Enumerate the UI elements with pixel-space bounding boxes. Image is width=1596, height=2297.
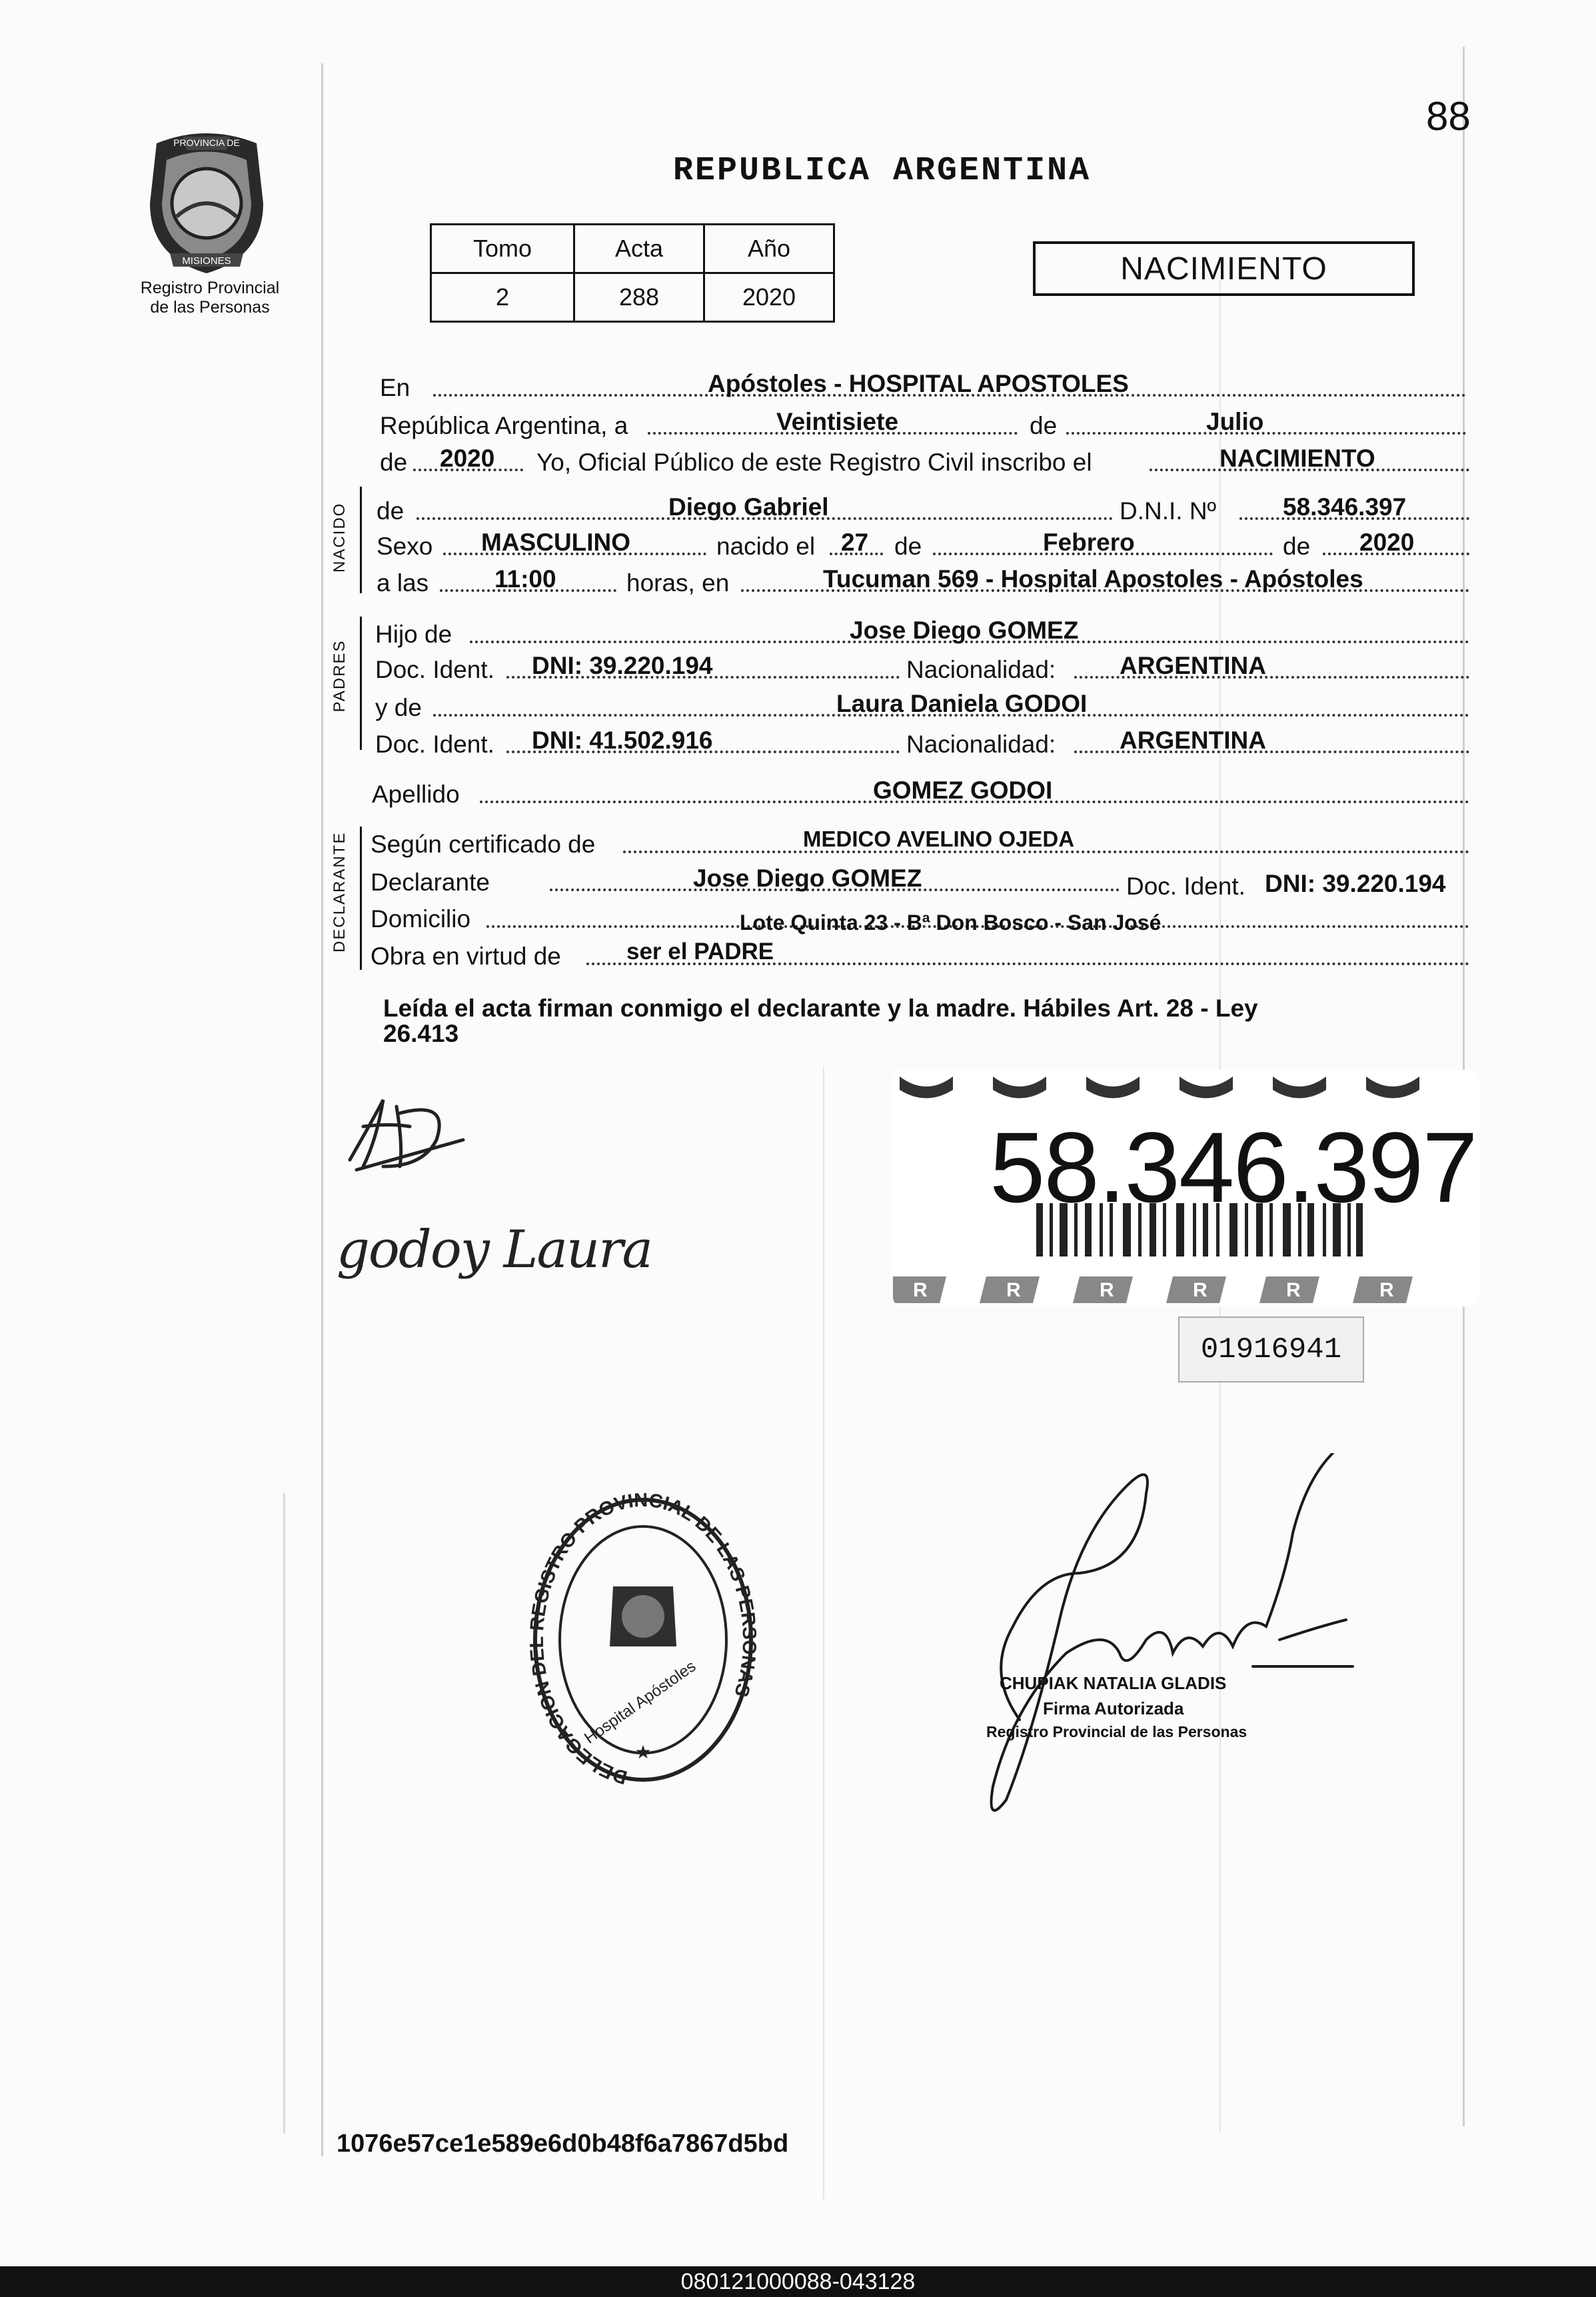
row-anio [0, 445, 1596, 479]
label-domicilio: Domicilio [371, 905, 471, 933]
value-padre: Jose Diego GOMEZ [850, 617, 1079, 644]
value-nac-dia: 27 [841, 529, 869, 556]
value-dia: Veintisiete [776, 408, 899, 435]
row-madre-doc [0, 727, 1596, 761]
value-domicilio: Lote Quinta 23 - Bª Don Bosco - San José [740, 911, 1162, 935]
value-madre-doc: DNI: 41.502.916 [532, 727, 713, 754]
svg-text:R: R [1286, 1279, 1301, 1301]
svg-text:R: R [1379, 1279, 1394, 1301]
value-padre-doc: DNI: 39.220.194 [532, 652, 713, 679]
row-apellido [0, 777, 1596, 811]
svg-text:MISIONES: MISIONES [182, 255, 231, 267]
official-role: Firma Autorizada [1043, 1698, 1184, 1718]
label-republica: República Argentina, a [380, 412, 628, 439]
label-apellido: Apellido [372, 781, 460, 808]
row-republica [0, 408, 1596, 443]
mother-signature: godoy Laura [337, 1220, 652, 1280]
header-tomo: Tomo [431, 225, 574, 273]
value-apellido: GOMEZ GODOI [873, 777, 1053, 804]
svg-text:R: R [1193, 1279, 1207, 1301]
misiones-seal-logo [130, 123, 283, 277]
label-segun-certificado: Según certificado de [371, 831, 596, 858]
svg-text:Hospital Apóstoles: Hospital Apóstoles [581, 1657, 700, 1748]
closing-line2: 26.413 [383, 1020, 459, 1047]
label-declarante: Declarante [371, 869, 490, 896]
label-doc-ident-padre: Doc. Ident. [375, 656, 494, 683]
value-madre-nacionalidad: ARGENTINA [1120, 727, 1266, 754]
label-nacionalidad-madre: Nacionalidad: [906, 731, 1056, 758]
tomo-acta-anio-table [430, 223, 835, 323]
row-declarante [0, 865, 1596, 899]
value-dni: 58.346.397 [1283, 493, 1407, 521]
row-nombre [0, 493, 1596, 528]
left-margin-line-2 [283, 1493, 285, 2133]
row-sexo [0, 529, 1596, 563]
value-acta: 288 [574, 273, 704, 322]
label-nacionalidad-padre: Nacionalidad: [906, 656, 1056, 683]
serial-number: 01916941 [1178, 1316, 1364, 1382]
label-sexo: Sexo [377, 533, 433, 560]
value-nac-mes: Febrero [1043, 529, 1135, 556]
label-a-las: a las [377, 569, 429, 597]
row-obra [0, 939, 1596, 973]
label-hijo-de: Hijo de [375, 621, 452, 648]
logo-caption-line1: Registro Provincial [140, 279, 280, 297]
record-type-box: NACIMIENTO [1033, 241, 1415, 296]
value-nac-anio: 2020 [1359, 529, 1415, 556]
label-de-nombre: de [377, 497, 404, 525]
section-label-declarante: DECLARANTE [331, 831, 349, 953]
official-name: CHUPIAK NATALIA GLADIS [1000, 1673, 1227, 1693]
row-en [0, 370, 1596, 405]
header-acta: Acta [574, 225, 704, 273]
header-anio: Año [704, 225, 834, 273]
label-de-anio: de [380, 449, 408, 476]
closing-statement [383, 993, 1258, 1049]
label-horas-en: horas, en [626, 569, 730, 597]
value-tomo: 2 [431, 273, 574, 322]
label-dni: D.N.I. Nº [1120, 497, 1217, 525]
label-nac-de: de [894, 533, 922, 560]
value-padre-nacionalidad: ARGENTINA [1120, 652, 1266, 679]
fold-line-2 [823, 1067, 824, 2200]
logo-caption [113, 279, 307, 317]
value-declarante: Jose Diego GOMEZ [693, 865, 922, 892]
label-nac-de2: de [1283, 533, 1311, 560]
dni-sticker [893, 1070, 1479, 1306]
scan-footer-code: 080121000088-043128 [0, 2266, 1596, 2297]
label-nacido-el: nacido el [716, 533, 816, 560]
closing-line1: Leída el acta firman conmigo el declarante y la madre. Hábiles Art. 28 - Ley [383, 995, 1258, 1022]
page-number: 88 [1426, 94, 1471, 139]
value-nombre: Diego Gabriel [668, 493, 829, 521]
svg-text:DELEGACION DEL REGISTRO PROVIN: DELEGACION D EGISTRO PROVINCIAL DE LAS PE AS [530, 1493, 756, 1788]
official-stamp [530, 1493, 756, 1800]
label-doc-ident-madre: Doc. Ident. [375, 731, 494, 758]
value-decl-doc: DNI: 39.220.194 [1265, 870, 1446, 897]
row-padre [0, 617, 1596, 651]
section-label-padres: PADRES [331, 639, 349, 713]
svg-text:PROVINCIA DE: PROVINCIA DE [173, 137, 240, 148]
svg-text:R: R [1100, 1279, 1114, 1301]
value-anio-registro: 2020 [440, 445, 495, 472]
value-madre: Laura Daniela GODOI [836, 690, 1088, 717]
svg-text:R: R [1006, 1279, 1021, 1301]
label-decl-doc-ident: Doc. Ident. [1126, 873, 1245, 900]
value-inscribo: NACIMIENTO [1219, 445, 1375, 472]
text-yo-oficial: Yo, Oficial Público de este Registro Civil inscribo el [536, 449, 1092, 476]
row-madre [0, 690, 1596, 725]
section-label-nacido: NACIDO [331, 502, 349, 573]
dots [1066, 432, 1466, 435]
value-lugar-nacimiento: Tucuman 569 - Hospital Apostoles - Apóstoles [823, 565, 1363, 593]
official-signature-block [973, 1453, 1386, 1826]
value-mes: Julio [1206, 408, 1264, 435]
value-anio: 2020 [704, 273, 834, 322]
declarant-signature [337, 1087, 483, 1180]
row-padre-doc [0, 652, 1596, 687]
value-hora: 11:00 [494, 565, 556, 593]
value-sexo: MASCULINO [481, 529, 631, 556]
value-obra: ser el PADRE [626, 939, 774, 965]
value-lugar-registro: Apóstoles - HOSPITAL APOSTOLES [708, 370, 1129, 397]
logo-caption-line2: de las Personas [150, 298, 270, 317]
value-certificado: MEDICO AVELINO OJEDA [803, 827, 1075, 851]
document-title: REPUBLICA ARGENTINA [673, 152, 1092, 190]
row-domicilio [0, 901, 1596, 936]
row-hora [0, 565, 1596, 600]
label-y-de: y de [375, 694, 422, 721]
official-office: Registro Provincial de las Personas [986, 1723, 1247, 1740]
label-de-mes: de [1030, 412, 1058, 439]
row-certificado [0, 827, 1596, 861]
label-en: En [380, 374, 410, 401]
svg-text:★: ★ [634, 1742, 652, 1762]
document-hash: 1076e57ce1e589e6d0b48f6a7867d5bd [337, 2130, 789, 2158]
label-obra: Obra en virtud de [371, 943, 561, 970]
svg-text:R: R [913, 1279, 928, 1301]
sticker-number: 58.346.397 [990, 1111, 1477, 1223]
